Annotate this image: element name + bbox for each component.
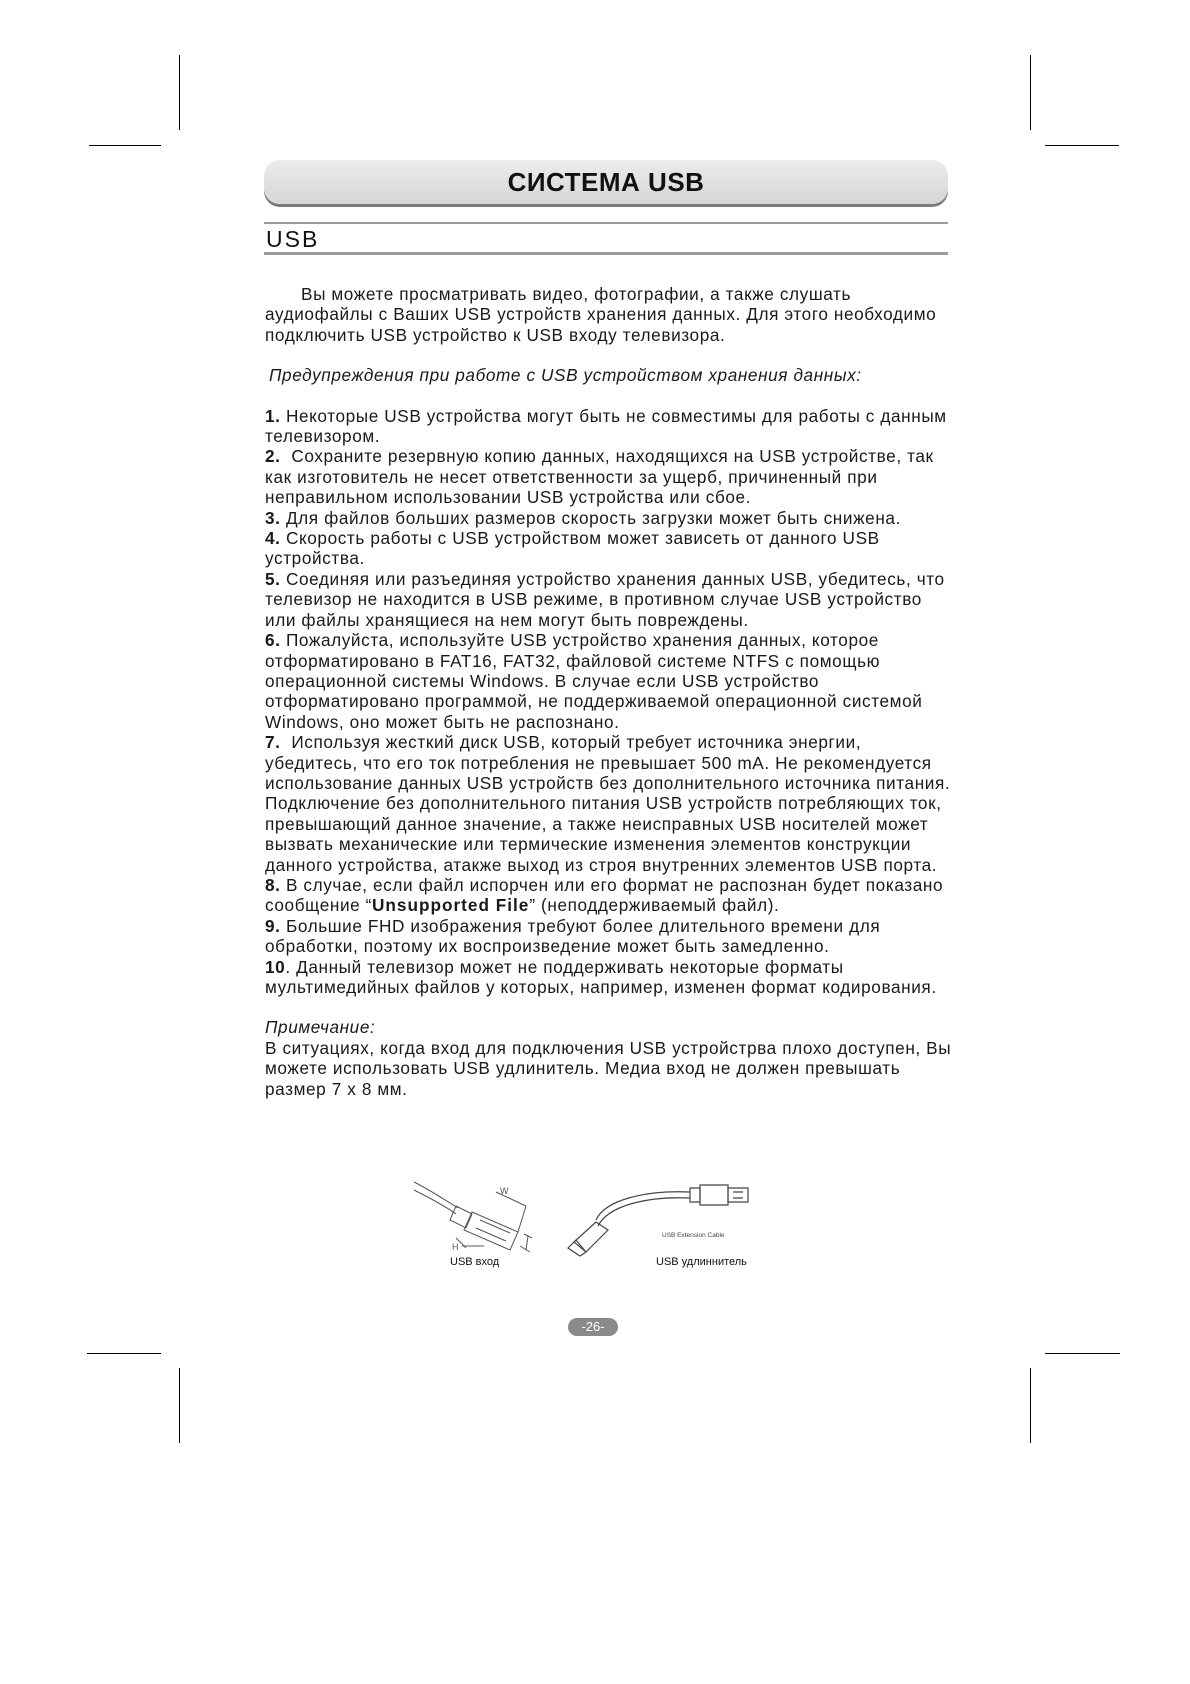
warnings-heading: Предупреждения при работе с USB устройством хранения данных: — [269, 365, 862, 386]
list-item — [265, 916, 955, 957]
crop-mark — [1045, 145, 1119, 146]
warnings-list — [265, 406, 955, 998]
item-text: Скорость работы с USB устройством может зависеть от данного USB устройства. — [265, 528, 880, 569]
item-text: Сохраните резервную копию данных, находящихся на USB устройстве, так как изготовитель не несет ответственности за ущерб, причиненный при неправильном использовании USB устройства или сбое. — [265, 446, 934, 508]
item-text: Для файлов больших размеров скорость загрузки может быть снижена. — [285, 507, 901, 528]
section-divider-bottom — [264, 252, 948, 255]
page-number: -26- — [568, 1318, 618, 1336]
item-number: 9. — [265, 915, 281, 936]
list-item — [265, 957, 955, 998]
item-number: 8. — [265, 874, 281, 895]
document-body — [265, 284, 955, 1099]
item-text: Пожалуйста, используйте USB устройство хранения данных, которое отформатировано в FAT16, FAT32, файловой системе NTFS с помощью операционной системы Windows. В случае если USB устройство отформатировано программой, не поддерживаемой операционной системой Windows, оно может быть не распознано. — [265, 630, 923, 732]
item-text: Используя жесткий диск USB, который требует источника энергии, убедитесь, что его ток потребления не превышает 500 mA. Не рекомендуется использование данных USB устройств без дополнительного источника питания. Подключение без дополнительного питания USB устройств потребляющих ток, превышающий данное значение, а также неисправных USB носителей может вызвать механические или термические изменения элементов конструкции данного устройства, атакже выход из строя внутренних элементов USB порта. — [265, 732, 951, 875]
item-number: 6. — [265, 630, 281, 651]
crop-mark — [87, 1353, 161, 1354]
intro-paragraph: Вы можете просматривать видео, фотографии, а также слушать аудиофайлы с Ваших USB устройств хранения данных. Для этого необходимо подключить USB устройство к USB входу телевизора. — [265, 284, 937, 345]
unsupported-file-message: Unsupported File — [372, 895, 530, 916]
list-item — [265, 732, 955, 875]
item-text: ” (неподдерживаемый файл). — [529, 895, 780, 916]
item-text: Некоторые USB устройства могут быть не совместимы для работы с данным телевизором. — [265, 405, 947, 447]
item-text: . Данный телевизор может не поддерживать некоторые форматы мультимедийных файлов у которых, например, изменен формат кодирования. — [265, 956, 937, 997]
page-title: СИСТЕМА USB — [507, 167, 705, 197]
list-item — [265, 406, 955, 447]
figure-label-usb-input: USB вход — [450, 1256, 500, 1268]
section-divider-top — [264, 222, 948, 224]
list-item — [265, 875, 955, 916]
list-item — [265, 569, 955, 630]
page-header — [264, 160, 948, 204]
item-number: 1. — [265, 405, 281, 426]
usb-illustration — [400, 1170, 800, 1270]
crop-mark — [179, 55, 180, 130]
section-title: USB — [266, 226, 320, 252]
item-text: Соединяя или разъединяя устройство хранения данных USB, убедитесь, что телевизор не находится в USB режиме, в противном случае USB устройство или файлы хранящиеся на нем могут быть повреждены. — [265, 568, 945, 630]
item-number: 4. — [265, 528, 281, 549]
item-number: 5. — [265, 568, 281, 589]
cable-caption: USB Extension Cable — [662, 1232, 725, 1239]
crop-mark — [1030, 1368, 1031, 1443]
usb-plug-drawing — [414, 1182, 532, 1252]
note-heading: Примечание: — [265, 1017, 376, 1038]
dim-h-label: H — [452, 1242, 459, 1252]
crop-mark — [89, 145, 161, 146]
item-number: 10 — [265, 956, 286, 977]
dim-w-label: W — [500, 1186, 509, 1196]
list-item — [265, 446, 955, 507]
crop-mark — [1045, 1353, 1120, 1354]
crop-mark — [1030, 55, 1031, 130]
item-number: 7. — [265, 732, 281, 753]
list-item — [265, 508, 955, 528]
usb-figure — [400, 1170, 800, 1270]
item-text: Большие FHD изображения требуют более длительного времени для обработки, поэтому их воспроизведение может быть замедленно. — [265, 915, 881, 957]
crop-mark — [179, 1368, 180, 1443]
item-number: 2. — [265, 446, 281, 467]
extension-cable-drawing — [568, 1185, 748, 1256]
item-number: 3. — [265, 507, 281, 528]
list-item — [265, 630, 955, 732]
list-item — [265, 528, 955, 569]
item-text: В случае, если файл испорчен или его формат не распознан будет показано сообщение “ — [265, 874, 944, 916]
figure-label-usb-extension: USB удлиннитель — [656, 1256, 747, 1268]
note-text: В ситуациях, когда вход для подключения USB устройстрва плохо доступен, Вы можете использовать USB удлинитель. Медиа вход не должен превышать размер 7 х 8 мм. — [265, 1037, 952, 1099]
